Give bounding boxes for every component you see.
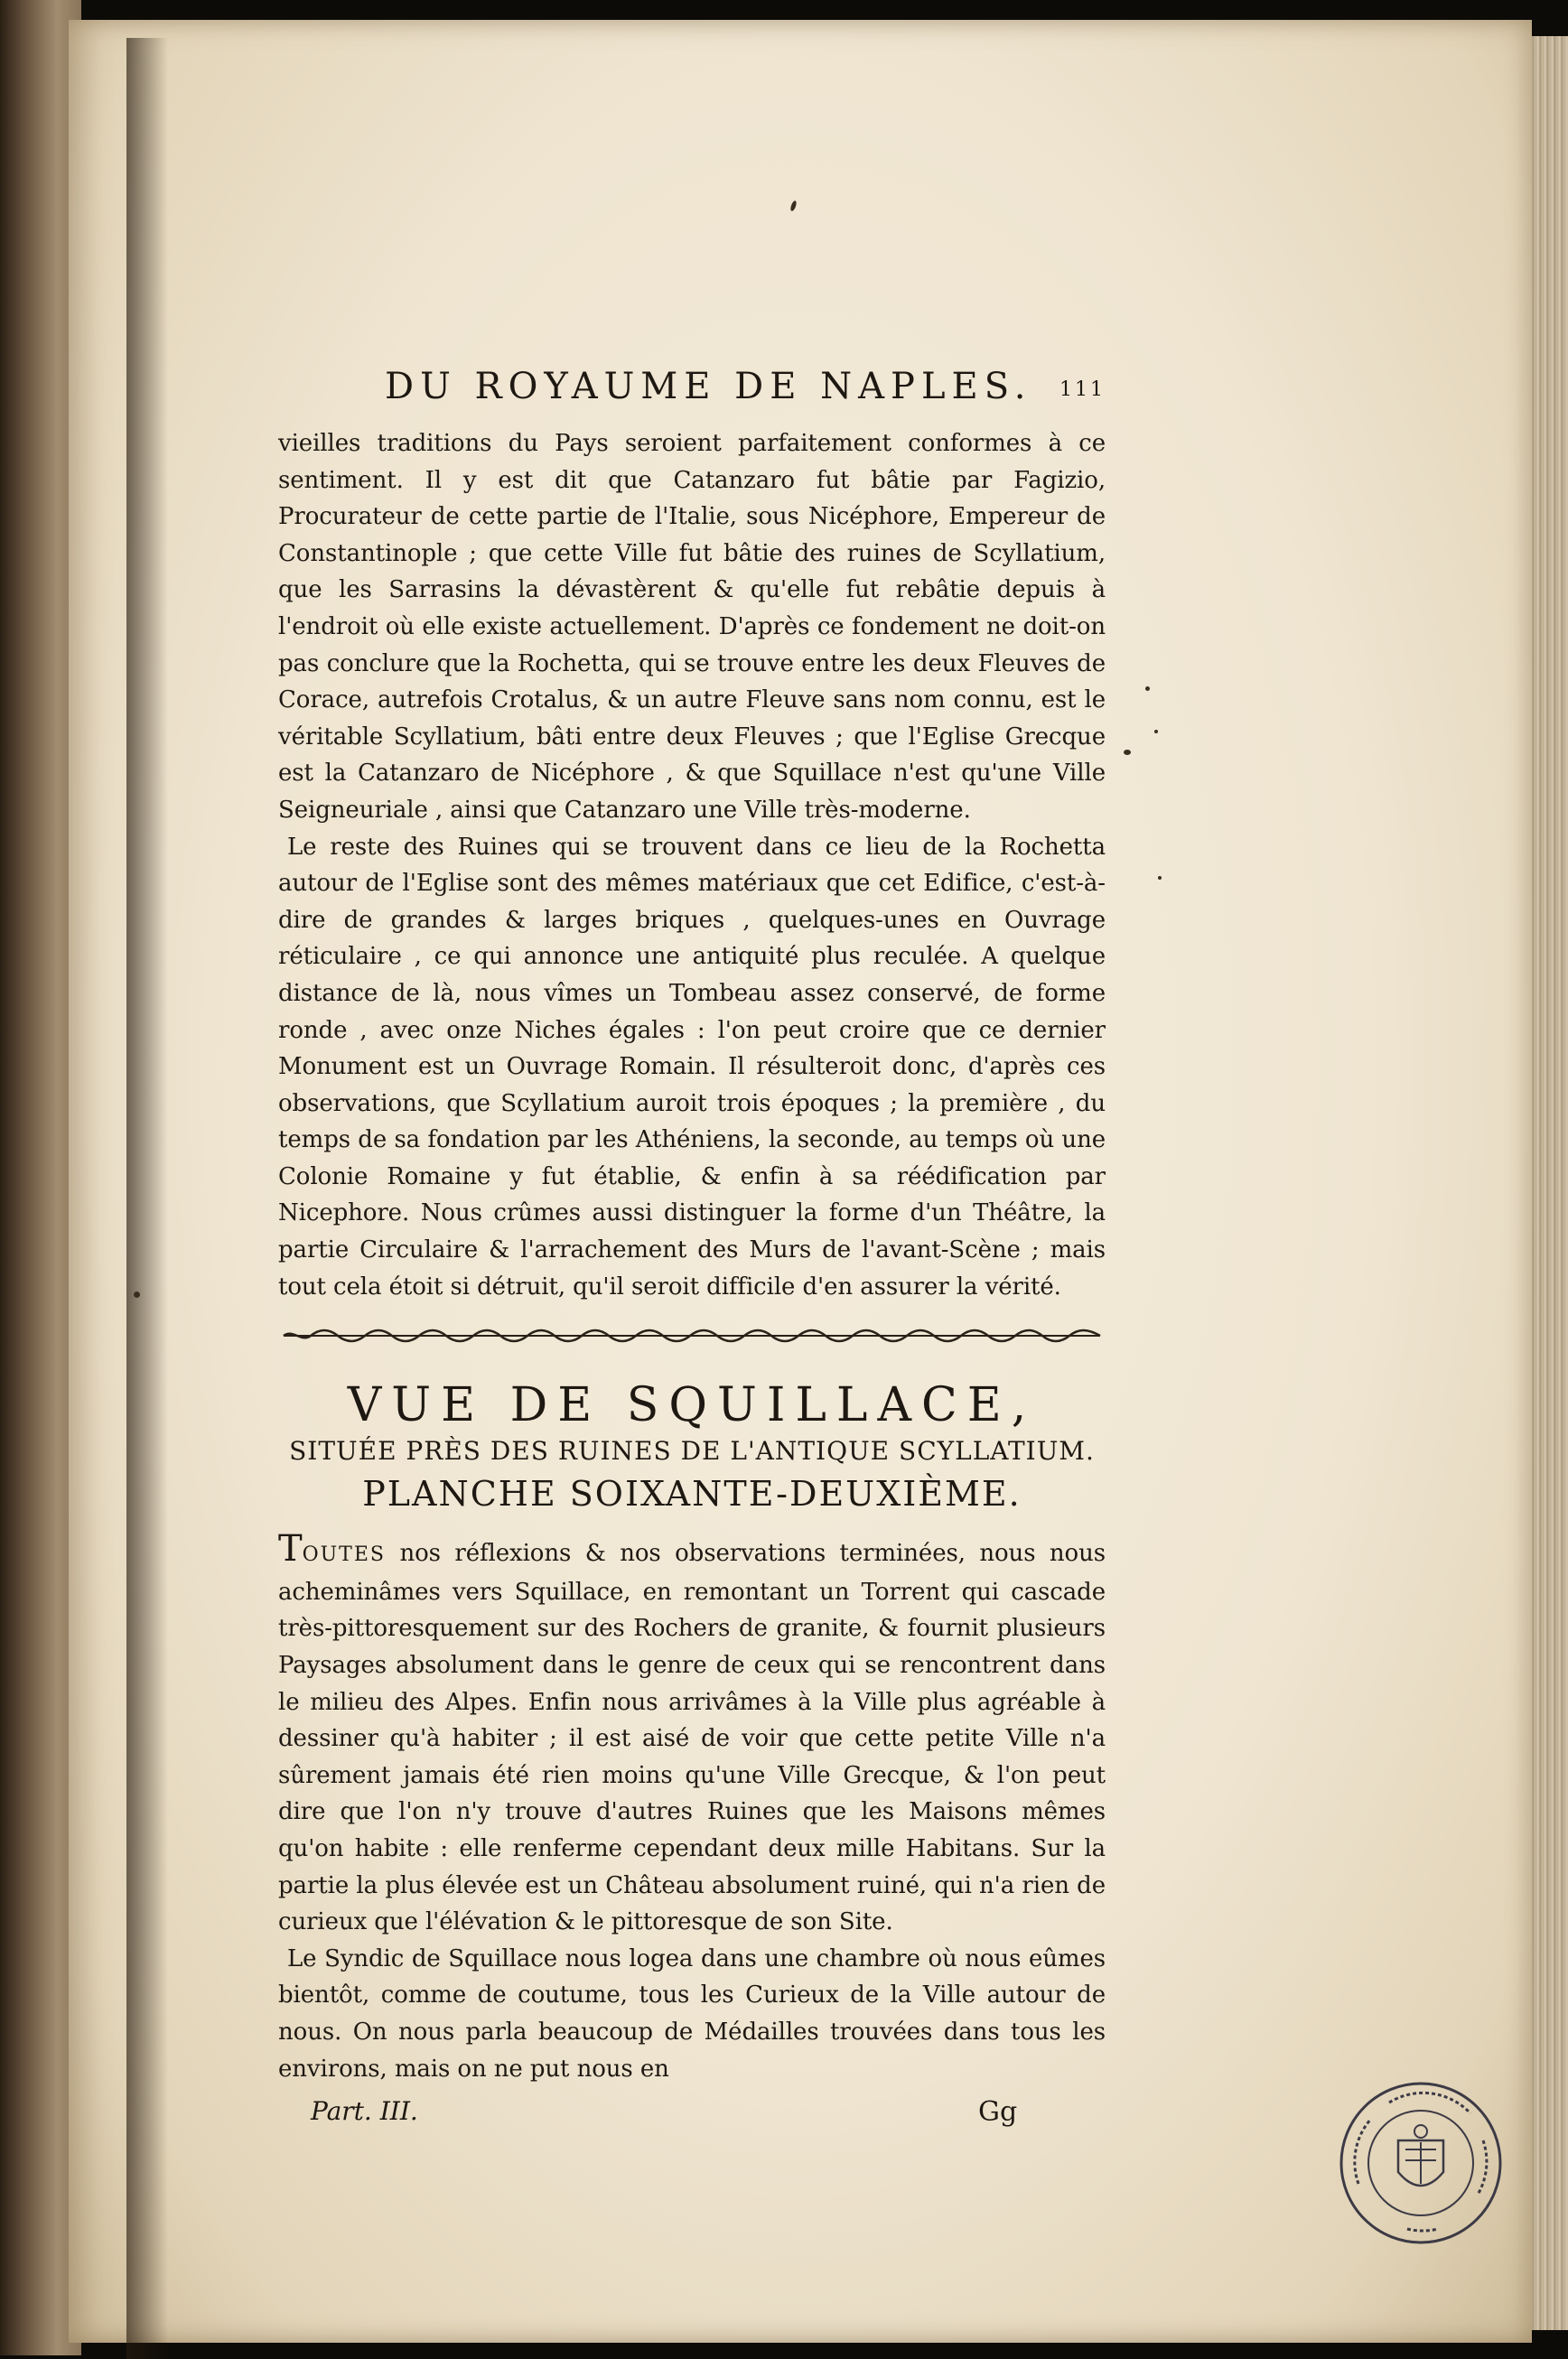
page-number: 111 xyxy=(1059,378,1106,401)
ink-speck xyxy=(1154,730,1158,733)
ink-speck xyxy=(1158,876,1162,880)
plate-title: PLANCHE SOIXANTE-DEUXIÈME. xyxy=(362,1474,1022,1515)
paragraph-squillace-text: nos réflexions & nos observations terminées, nous nous acheminâmes vers Squillace, en remontant un Torrent qui cascade très-pittoresquement sur des Rochers de granite, & fournit plusieurs Paysages absolument dans le genre de ceux qui se rencontrent dans le milieu des Alpes. Enfin nous arrivâmes à la Ville plus agréable à dessiner qu'à habiter ; il est aisé de voir que cette petite Ville n'a sûrement jamais été rien moins qu'une Ville Grecque, & l'on peut dire que l'on n'y trouve d'autres Ruines que les Maisons mêmes qu'on habite : elle renferme cependant deux mille Habitans. Sur la partie la plus élevée est un Château absolument ruiné, qui n'a rien de curieux que l'élévation & le pittoresque de son Site. xyxy=(278,1540,1106,1936)
running-head-title: DU ROYAUME DE NAPLES. xyxy=(385,366,1032,407)
drop-cap: T xyxy=(278,1528,303,1571)
paragraph-continuation: vieilles traditions du Pays seroient parfaitement conformes à ce sentiment. Il y est dit que Catanzaro fut bâtie par Fagizio, Procurateur de cette partie de l'Italie, sous Nicéphore, Empereur de Constantinople ; que cette Ville fut bâtie des ruines de Scyllatium, que les Sarrasins la dévastèrent & qu'elle fut rebâtie depuis à l'endroit où elle existe actuellement. D'après ce fondement ne doit-on pas conclure que la Rochetta, qui se trouve entre les deux Fleuves de Corace, autrefois Crotalus, & un autre Fleuve sans nom connu, est le véritable Scyllatium, bâti entre deux Fleuves ; que l'Eglise Grecque est la Catanzaro de Nicéphore , & que Squillace n'est qu'une Ville Seigneuriale , ainsi que Catanzaro une Ville très-moderne. xyxy=(278,430,1106,824)
running-head xyxy=(278,366,1106,420)
ink-speck xyxy=(1124,750,1131,755)
ink-speck xyxy=(1145,686,1150,691)
section-subtitle: SITUÉE PRÈS DES RUINES DE L'ANTIQUE SCYLLATIUM. xyxy=(289,1436,1095,1467)
spine-shadow xyxy=(126,38,168,2359)
paragraph-ruins: Le reste des Ruines qui se trouvent dans ce lieu de la Rochetta autour de l'Eglise sont des mêmes matériaux que cet Edifice, c'est-à-dire de grandes & larges briques , quelques-unes en Ouvrage réticulaire , ce qui annonce une antiquité plus reculée. A quelque distance de là, nous vîmes un Tombeau assez conservé, de forme ronde , avec onze Niches égales : l'on peut croire que ce dernier Monument est un Ouvrage Romain. Il résulteroit donc, d'après ces observations, que Scyllatium auroit trois époques ; la première , du temps de sa fondation par les Athéniens, la seconde, au temps où une Colonie Romaine y fut établie, & enfin à sa réédification par Nicephore. Nous crûmes aussi distinguer la forme d'un Théâtre, la partie Circulaire & l'arrachement des Murs de l'avant-Scène ; mais tout cela étoit si détruit, qu'il seroit difficile d'en assurer la vérité. xyxy=(278,833,1106,1301)
section-title: VUE DE SQUILLACE, xyxy=(347,1378,1037,1433)
signature-mark: Gg xyxy=(978,2096,1018,2129)
page-footer xyxy=(278,2096,1106,2141)
paragraph-syndic: Le Syndic de Squillace nous logea dans une chambre où nous eûmes bientôt, comme de coutume, tous les Curieux de la Ville autour de nous. On nous parla beaucoup de Médailles trouvées dans tous les environs, mais on ne put nous en xyxy=(278,1944,1106,2083)
text-block xyxy=(278,366,1106,2141)
paragraph-squillace xyxy=(278,1528,1106,1941)
part-label: Part. III. xyxy=(311,2096,418,2127)
library-stamp xyxy=(1335,2077,1507,2249)
small-caps-lead: OUTES xyxy=(302,1543,386,1567)
ornamental-divider xyxy=(280,1327,1104,1345)
ink-speck xyxy=(134,1291,140,1298)
